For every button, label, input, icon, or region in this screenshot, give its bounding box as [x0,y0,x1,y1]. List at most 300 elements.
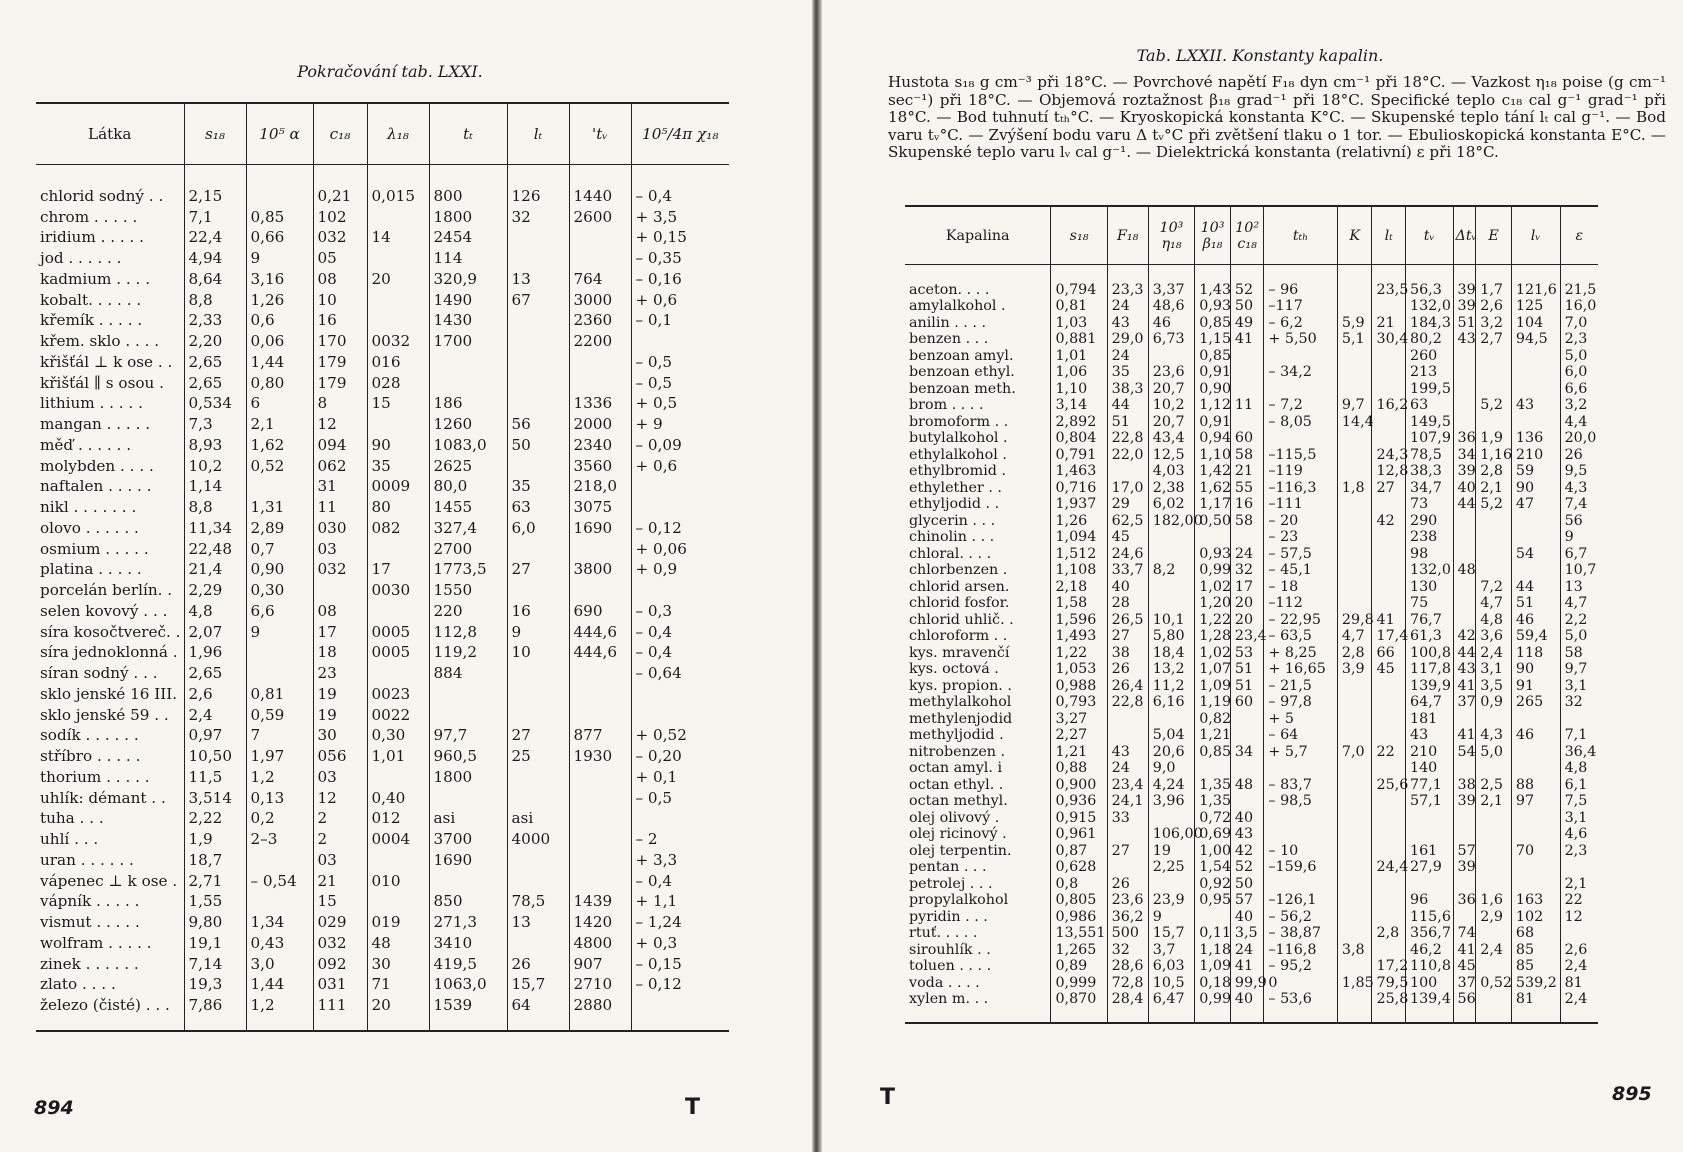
table-cell: 265 [1511,694,1560,711]
table-cell: 27 [1107,843,1148,860]
table-cell: 139,4 [1405,991,1453,1023]
table-cell: 1490 [429,290,507,311]
table-cell: 28 [1107,595,1148,612]
table-row [905,991,1598,1023]
table-cell: 14,4 [1337,414,1372,431]
table-cell: – 0,64 [631,663,729,684]
table-cell: 5,0 [1560,348,1598,365]
substance-name: selen kovový . . . [40,601,168,620]
table-cell [1337,810,1372,827]
substance-name: lithium . . . . . [40,394,143,413]
table-cell: 0,936 [1051,793,1107,810]
right-column-header: Δtᵥ [1453,206,1476,265]
table-cell: 8,2 [1148,562,1194,579]
table-cell: 1,54 [1195,859,1231,876]
table-cell: 3,1 [1560,678,1598,695]
table-cell: 3,2 [1476,315,1512,332]
table-cell: 12,8 [1372,463,1406,480]
substance-name: uhlík: démant . . [40,788,166,807]
table-cell: 1,18 [1195,942,1231,959]
table-cell: 44 [1453,645,1476,662]
table-cell [1476,760,1512,777]
table-cell [313,580,367,601]
table-row [905,430,1598,447]
table-cell: 85 [1511,958,1560,975]
table-cell: 2,4 [184,705,246,726]
substance-name: rtuť. . . . . [909,925,978,941]
table-cell: asi [429,808,507,829]
table-cell: 136 [1511,430,1560,447]
table-cell: 24 [1107,348,1148,365]
table-cell: 6,03 [1148,958,1194,975]
table-cell: – 8,05 [1264,414,1338,431]
table-cell: 34 [1230,744,1264,761]
table-cell: 40 [1107,579,1148,596]
table-cell: 4,8 [1560,760,1598,777]
table-cell [367,310,429,331]
table-cell [1148,546,1194,563]
table-cell: 0 [1264,975,1338,992]
table-cell: 1,7 [1476,282,1512,299]
table-cell: 1,34 [246,912,313,933]
table-cell: 51 [1230,678,1264,695]
table-cell: 57,1 [1405,793,1453,810]
table-cell: 1,094 [1051,529,1107,546]
table-cell: – 0,12 [631,974,729,995]
table-cell: 3,1 [1476,661,1512,678]
substance-name: olovo . . . . . . [40,518,139,537]
table-cell [1511,876,1560,893]
table-cell [569,788,631,809]
table-cell: 55 [1230,480,1264,497]
table-cell: – 0,09 [631,435,729,456]
table-cell: 38 [1453,777,1476,794]
table-cell: 800 [429,186,507,207]
table-cell: 40 [1230,991,1264,1023]
table-cell [1337,430,1372,447]
table-cell: 36,2 [1107,909,1148,926]
substance-name: methylenjodid [909,710,1013,727]
table-cell: 2,65 [184,373,246,394]
table-cell [1337,529,1372,546]
table-cell [507,684,569,705]
right-table-caption: Tab. LXXII. Konstanty kapalin. [1136,46,1384,65]
table-cell: 290 [1405,513,1453,530]
table-cell: – 0,15 [631,954,729,975]
substance-name: zlato . . . . [40,975,116,994]
table-row [905,876,1598,893]
table-cell: + 0,06 [631,539,729,560]
table-row [36,725,729,746]
table-cell: 3,0 [246,954,313,975]
table-cell: 58 [1230,513,1264,530]
table-cell: 2710 [569,974,631,995]
table-cell: 94,5 [1511,331,1560,348]
table-cell: – 0,12 [631,518,729,539]
table-cell: 199,5 [1405,381,1453,398]
substance-name: thorium . . . . . [40,767,150,786]
substance-name: železo (čisté) . . . [36,995,184,1031]
table-cell: 2,3 [1560,331,1598,348]
left-data-table [36,102,729,1032]
table-cell: 2,33 [184,310,246,331]
substance-name: sirouhlík . . [909,941,991,958]
table-cell: – 0,35 [631,248,729,269]
table-cell: 170 [313,331,367,352]
table-cell [367,539,429,560]
table-cell [1107,727,1148,744]
table-row [905,810,1598,827]
table-cell: –159,6 [1264,859,1338,876]
table-cell: 90 [367,435,429,456]
table-cell: 27 [1372,480,1406,497]
table-cell: 1,14 [184,476,246,497]
substance-name: wolfram . . . . . [40,933,152,952]
table-row [36,227,729,248]
table-cell [1230,793,1264,810]
left-column-header: 10⁵ α [246,103,313,165]
table-cell: 163 [1511,892,1560,909]
table-cell: 181 [1405,711,1453,728]
table-cell: 9,7 [1337,397,1372,414]
table-cell: 64,7 [1405,694,1453,711]
table-cell: 1,22 [1051,645,1107,662]
table-cell [1337,298,1372,315]
table-cell: 39 [1453,282,1476,299]
table-cell: 118 [1511,645,1560,662]
table-cell: 2,4 [1560,958,1598,975]
table-row [905,315,1598,332]
table-cell: 40 [1453,480,1476,497]
table-cell: 85 [1511,942,1560,959]
table-cell: 51 [1107,414,1148,431]
table-cell: 8,64 [184,269,246,290]
table-cell [569,684,631,705]
table-cell: – 57,5 [1264,546,1338,563]
table-cell [507,331,569,352]
table-cell: 102 [1511,909,1560,926]
table-cell [631,497,729,518]
table-cell: 67 [507,290,569,311]
table-cell: + 5,7 [1264,744,1338,761]
table-cell: 2,1 [246,414,313,435]
table-cell: 0,95 [1195,892,1231,909]
table-cell: 1,02 [1195,579,1231,596]
table-cell: 877 [569,725,631,746]
table-cell: 41 [1230,331,1264,348]
table-cell [507,310,569,331]
table-cell: 26 [507,954,569,975]
table-cell [1476,859,1512,876]
table-cell [1337,694,1372,711]
table-cell: 1,62 [1195,480,1231,497]
table-cell: 2,6 [184,684,246,705]
table-cell: + 0,52 [631,725,729,746]
substance-name: olej terpentin. [909,842,1012,859]
table-cell [631,995,729,1031]
table-cell: 327,4 [429,518,507,539]
table-cell: 1,6 [1476,892,1512,909]
table-cell: 80 [367,497,429,518]
substance-name: bromoform . . [909,413,1009,430]
table-cell [1453,760,1476,777]
table-cell: 094 [313,435,367,456]
table-cell: 73 [1405,496,1453,513]
table-cell: 1,31 [246,497,313,518]
table-cell: 22,4 [184,227,246,248]
table-cell [1372,727,1406,744]
table-cell [1337,991,1372,1023]
table-cell [1107,826,1148,843]
table-cell: 15 [367,393,429,414]
table-cell: 97 [1511,793,1560,810]
table-cell [1511,414,1560,431]
table-cell: 1440 [569,186,631,207]
table-cell: 2,1 [1476,480,1512,497]
table-cell [631,705,729,726]
table-cell: 16,0 [1560,298,1598,315]
table-cell: 4,03 [1148,463,1194,480]
table-cell: 08 [313,269,367,290]
table-cell: 74 [1453,925,1476,942]
table-cell: 9 [1560,529,1598,546]
table-cell: 1430 [429,310,507,331]
table-row [36,891,729,912]
table-cell: 1,26 [1051,513,1107,530]
table-cell: 3,5 [1476,678,1512,695]
right-column-header: ε [1560,206,1598,265]
table-row [905,529,1598,546]
table-cell: 19 [313,684,367,705]
table-cell: 1063,0 [429,974,507,995]
table-cell: 58 [1230,447,1264,464]
table-row [905,447,1598,464]
table-cell: 03 [313,850,367,871]
table-cell: 1930 [569,746,631,767]
table-cell: 1700 [429,331,507,352]
table-cell [1337,562,1372,579]
table-cell: 2700 [429,539,507,560]
table-cell: 41 [1453,727,1476,744]
table-cell: 132,0 [1405,298,1453,315]
table-cell: 2 [313,808,367,829]
substance-name: chrom . . . . . [40,207,138,226]
table-cell [246,891,313,912]
table-cell [1476,925,1512,942]
table-cell: 2200 [569,331,631,352]
table-cell: 019 [367,912,429,933]
table-cell: 46 [1511,612,1560,629]
table-cell: 22 [1560,892,1598,909]
table-cell: – 1,24 [631,912,729,933]
table-cell: 0,791 [1051,447,1107,464]
table-cell: 1,62 [246,435,313,456]
table-cell: 20 [1230,595,1264,612]
substance-name: iridium . . . . . [40,228,145,247]
table-cell: 28,6 [1107,958,1148,975]
table-cell: 1,512 [1051,546,1107,563]
table-cell: 7,3 [184,414,246,435]
table-cell: 115,6 [1405,909,1453,926]
table-cell: 0,52 [246,456,313,477]
table-cell: 0009 [367,476,429,497]
table-cell: 5,04 [1148,727,1194,744]
table-cell: 3,2 [1560,397,1598,414]
table-cell [1264,826,1338,843]
table-cell: 100 [1405,975,1453,992]
table-cell: 6,47 [1148,991,1194,1023]
table-cell [1107,463,1148,480]
table-cell [1372,711,1406,728]
table-cell [1107,711,1148,728]
table-cell: 11,5 [184,767,246,788]
table-cell: 43,4 [1148,430,1194,447]
table-row [36,808,729,829]
table-cell: 1,96 [184,642,246,663]
table-cell: 2,8 [1337,645,1372,662]
table-cell: 97,7 [429,725,507,746]
table-cell: 106,00 [1148,826,1194,843]
table-cell: 23,3 [1107,282,1148,299]
book-gutter [812,0,822,1152]
table-cell: 15 [313,891,367,912]
table-cell [1372,562,1406,579]
left-column-header: lₜ [507,103,569,165]
table-cell: 4,8 [184,601,246,622]
table-cell [1230,711,1264,728]
table-cell: 13,2 [1148,661,1194,678]
table-cell: – 98,5 [1264,793,1338,810]
table-cell [1476,810,1512,827]
left-column-header: tₜ [429,103,507,165]
table-cell: 125 [1511,298,1560,315]
table-cell: + 0,9 [631,559,729,580]
table-cell: 1,265 [1051,942,1107,959]
table-cell: 031 [313,974,367,995]
table-row [36,995,729,1031]
table-cell [1453,397,1476,414]
table-cell: 539,2 [1511,975,1560,992]
table-cell: 57 [1453,843,1476,860]
table-cell [507,227,569,248]
table-cell: 0,794 [1051,282,1107,299]
table-cell [1337,892,1372,909]
table-cell: 7,1 [1560,727,1598,744]
table-cell: 1,03 [1051,315,1107,332]
table-cell: 63 [1405,397,1453,414]
table-cell: 40 [1230,810,1264,827]
table-cell: 4000 [507,829,569,850]
substance-name: tuha . . . [40,809,104,828]
table-row [36,186,729,207]
table-cell [569,539,631,560]
table-cell: 10 [313,290,367,311]
table-cell [1453,711,1476,728]
table-cell: 2600 [569,207,631,228]
table-cell: 46 [1511,727,1560,744]
table-row [905,562,1598,579]
table-cell: 24 [1107,298,1148,315]
substance-name: síran sodný . . . [40,664,158,682]
table-cell [569,808,631,829]
table-cell: 0,81 [246,684,313,705]
table-cell: + 3,5 [631,207,729,228]
table-cell [1337,513,1372,530]
table-cell: 0,793 [1051,694,1107,711]
table-cell: – 97,8 [1264,694,1338,711]
table-cell: 0,89 [1051,958,1107,975]
table-cell: 1420 [569,912,631,933]
table-cell: 17,0 [1107,480,1148,497]
table-cell [507,788,569,809]
table-cell [1337,546,1372,563]
left-column-header: 10⁵/4π χ₁₈ [631,103,729,165]
table-cell: 030 [313,518,367,539]
table-cell: 4,8 [1476,612,1512,629]
table-cell: 29 [1107,496,1148,513]
table-cell: 2,65 [184,352,246,373]
table-cell [1453,579,1476,596]
table-cell: + 9 [631,414,729,435]
table-cell: 028 [367,373,429,394]
table-cell: 4800 [569,933,631,954]
right-column-header: 10² c₁₈ [1230,206,1264,265]
table-cell: 5,80 [1148,628,1194,645]
substance-name: ethylbromid . [909,463,1007,479]
table-cell: 1,42 [1195,463,1231,480]
table-cell: –112 [1264,595,1338,612]
table-cell [1337,760,1372,777]
table-cell: 24,3 [1372,447,1406,464]
table-cell: 8 [313,393,367,414]
table-cell: –115,5 [1264,447,1338,464]
table-cell: 90 [1511,661,1560,678]
table-cell: 90 [1511,480,1560,497]
table-cell: 22,48 [184,539,246,560]
table-cell: 22,8 [1107,430,1148,447]
table-cell [1511,826,1560,843]
table-cell: 0,99 [1195,562,1231,579]
substance-name: xylen m. . . [905,991,1051,1023]
table-cell: 10,7 [1560,562,1598,579]
table-cell: 0,2 [246,808,313,829]
table-cell: 9,80 [184,912,246,933]
table-cell: 1800 [429,767,507,788]
table-cell: 56,3 [1405,282,1453,299]
table-cell: 1,21 [1195,727,1231,744]
table-cell: 25,6 [1372,777,1406,794]
table-cell: 21,5 [1560,282,1598,299]
table-cell [1148,876,1194,893]
table-cell: 45 [1453,958,1476,975]
table-cell: – 38,87 [1264,925,1338,942]
table-cell: 91 [1511,678,1560,695]
table-cell [1372,430,1406,447]
substance-name: pentan . . . [909,859,987,875]
table-cell [1372,595,1406,612]
table-cell: 179 [313,352,367,373]
table-cell [1372,793,1406,810]
table-cell: 1,85 [1337,975,1372,992]
table-cell: + 1,1 [631,891,729,912]
table-cell: 3410 [429,933,507,954]
table-cell: 029 [313,912,367,933]
table-cell: 11,34 [184,518,246,539]
table-cell: – 0,16 [631,269,729,290]
table-cell [1372,876,1406,893]
table-cell: 38 [1107,645,1148,662]
table-cell: 17,4 [1372,628,1406,645]
